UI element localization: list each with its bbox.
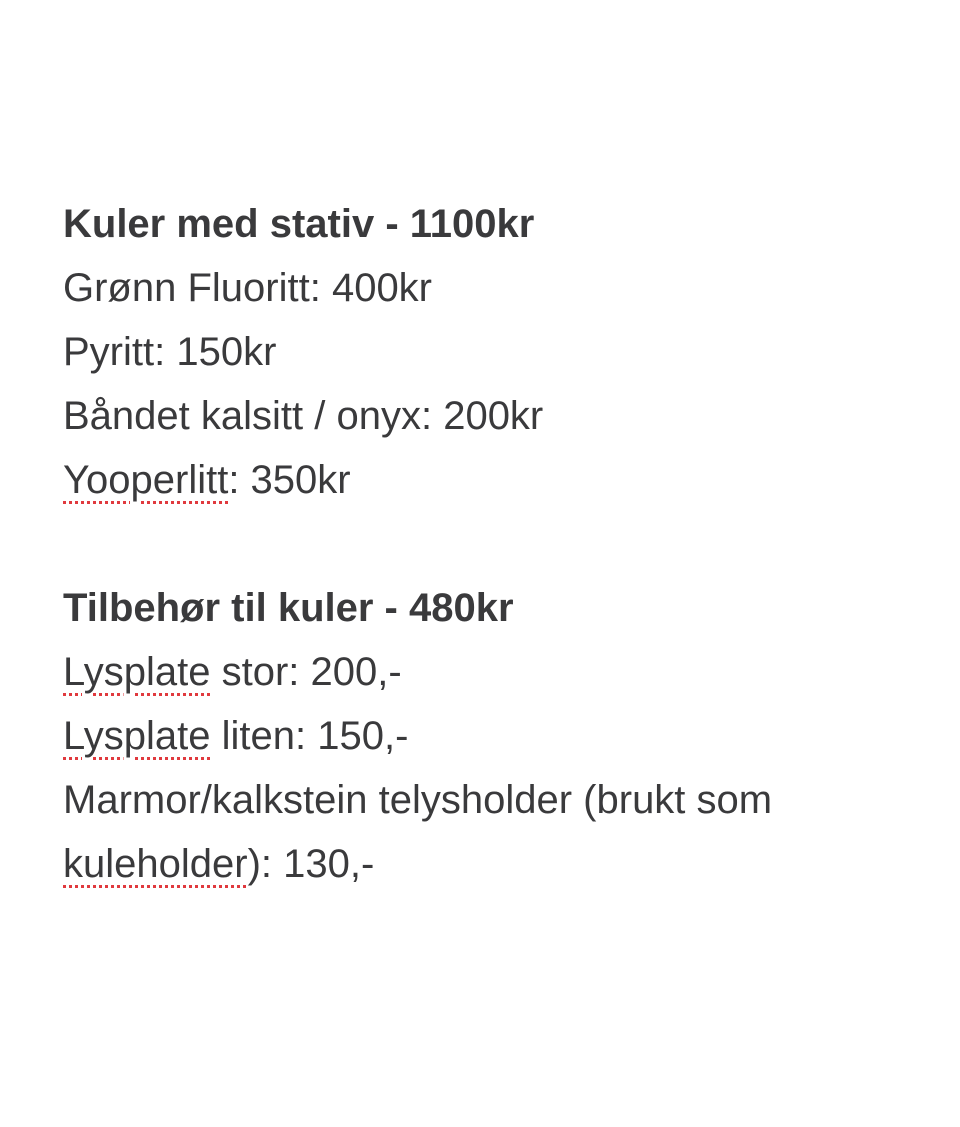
misspelled-word[interactable]: Lysplate [63,650,211,694]
list-item-text: liten: 150,- [210,714,409,758]
list-item-text: stor: 200,- [210,650,402,694]
list-item-yooperlitt [63,448,923,512]
list-item-marmor-telysholder: Marmor/kalkstein telysholder (brukt som [63,778,773,822]
misspelled-word[interactable]: Yooperlitt [63,458,229,502]
misspelled-word[interactable]: Lysplate [63,714,211,758]
section-heading-tilbehor: Tilbehør til kuler - 480kr [63,586,514,630]
list-item-lysplate-liten [63,704,923,768]
section-heading-kuler: Kuler med stativ - 1100kr [63,202,535,246]
list-item-marmor-continued [63,832,923,896]
note-body[interactable] [63,192,923,896]
list-item-pyritt: Pyritt: 150kr [63,330,277,374]
list-item-lysplate-stor [63,640,923,704]
misspelled-word[interactable]: kuleholder [63,842,248,886]
list-item-text: : 350kr [228,458,351,502]
list-item-text: ): 130,- [247,842,375,886]
list-item-bandet-kalsitt: Båndet kalsitt / onyx: 200kr [63,394,544,438]
list-item-gronn-fluoritt: Grønn Fluoritt: 400kr [63,266,433,310]
blank-line [63,512,923,576]
